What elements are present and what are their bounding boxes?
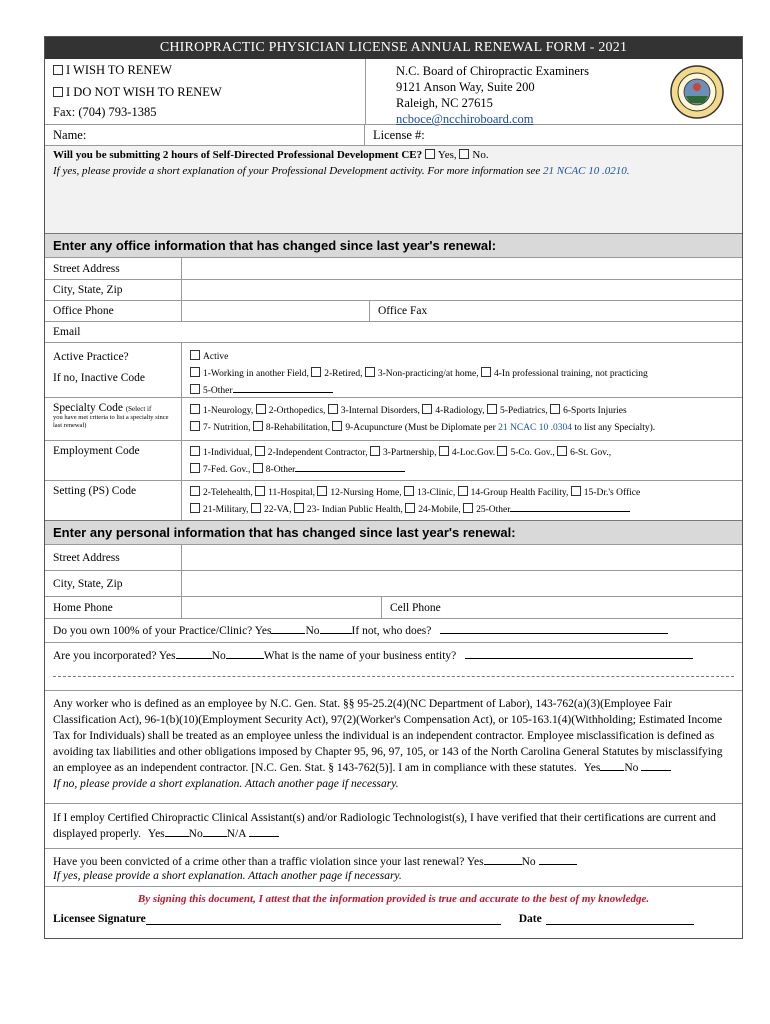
employment-2-checkbox[interactable]	[255, 446, 265, 456]
employment-3-label: 3-Partnership,	[382, 448, 437, 458]
office-phone-input[interactable]	[182, 301, 370, 321]
incorporated-question: Are you incorporated? Yes	[53, 650, 176, 662]
setting-22-checkbox[interactable]	[251, 503, 261, 513]
specialty-4-label: 4-Radiology,	[435, 406, 485, 416]
incorporated-row	[45, 642, 742, 690]
board-email-link[interactable]: ncboce@ncchiroboard.com	[396, 112, 534, 126]
inactive-5-checkbox[interactable]	[190, 384, 200, 394]
setting-2-label: 2-Telehealth,	[203, 488, 253, 498]
active-checkbox[interactable]	[190, 350, 200, 360]
setting-label: Setting (PS) Code	[45, 481, 182, 520]
setting-row	[45, 480, 742, 520]
specialty-criteria-note: you have met criteria to list a specialty since last renewal)	[53, 414, 169, 429]
name-field[interactable]	[45, 125, 365, 145]
inactive-4-checkbox[interactable]	[481, 367, 491, 377]
specialty-1-checkbox[interactable]	[190, 404, 200, 414]
employment-1-label: 1-Individual,	[203, 448, 253, 458]
assistant-na-blank[interactable]	[249, 827, 279, 837]
specialty-8-checkbox[interactable]	[253, 421, 263, 431]
name-license-row	[45, 124, 742, 145]
office-street-label: Street Address	[45, 258, 182, 279]
setting-15-checkbox[interactable]	[571, 486, 581, 496]
home-phone-row	[45, 596, 742, 618]
board-address-line2: Raleigh, NC 27615	[396, 96, 493, 110]
active-label: Active	[203, 352, 229, 362]
personal-street-label: Street Address	[45, 545, 182, 570]
home-phone-label: Home Phone	[45, 597, 182, 618]
setting-23-label: 23- Indian Public Health,	[306, 505, 403, 515]
business-name-blank[interactable]	[465, 649, 693, 659]
renew-label: I WISH TO RENEW	[66, 63, 172, 77]
name-label: Name:	[53, 128, 87, 142]
specialty-3-checkbox[interactable]	[328, 404, 338, 414]
specialty-row	[45, 397, 742, 440]
worker-note: If no, please provide a short explanation. Attach another page if necessary.	[53, 778, 399, 790]
setting-13-checkbox[interactable]	[404, 486, 414, 496]
specialty-2-checkbox[interactable]	[256, 404, 266, 414]
employment-4-label: 4-Loc.Gov.	[451, 448, 496, 458]
incorporated-yes-blank[interactable]	[176, 649, 212, 659]
worker-no-blank[interactable]	[641, 761, 671, 771]
ce-question: Will you be submitting 2 hours of Self-Directed Professional Development CE?	[53, 149, 423, 161]
date-line[interactable]	[546, 913, 694, 925]
assistant-yes-blank[interactable]	[165, 827, 189, 837]
setting-23-checkbox[interactable]	[294, 503, 304, 513]
assistant-yes-label: Yes	[147, 828, 165, 840]
ce-yes-checkbox[interactable]	[425, 149, 435, 159]
setting-22-label: 22-VA,	[263, 505, 292, 515]
inactive-4-label: 4-In professional training, not practicing	[494, 369, 648, 379]
specialty-4-checkbox[interactable]	[422, 404, 432, 414]
specialty-7-checkbox[interactable]	[190, 421, 200, 431]
setting-11-label: 11-Hospital,	[268, 488, 315, 498]
setting-other-blank[interactable]	[510, 502, 630, 512]
ownership-who-label: If not, who does?	[351, 625, 432, 637]
not-renew-checkbox[interactable]	[53, 87, 63, 97]
form-title: CHIROPRACTIC PHYSICIAN LICENSE ANNUAL RENEWAL FORM - 2021	[45, 37, 742, 59]
ce-ref-link[interactable]: 21 NCAC 10 .0210.	[543, 165, 630, 177]
employment-other-blank[interactable]	[295, 462, 405, 472]
setting-15-label: 15-Dr.'s Office	[583, 488, 641, 498]
setting-21-label: 21-Military,	[203, 505, 249, 515]
ownership-row	[45, 618, 742, 642]
employment-1-checkbox[interactable]	[190, 446, 200, 456]
inactive-3-label: 3-Non-practicing/at home,	[377, 369, 479, 379]
home-phone-input[interactable]	[182, 597, 382, 618]
ownership-no-label: No	[305, 625, 320, 637]
ownership-no-blank[interactable]	[320, 624, 352, 634]
personal-heading: Enter any personal information that has changed since last year's renewal:	[45, 520, 742, 544]
ce-yes-label: Yes,	[437, 149, 457, 161]
specialty-select-note: (Select if	[125, 405, 152, 413]
office-heading: Enter any office information that has changed since last year's renewal:	[45, 233, 742, 257]
office-city-input[interactable]	[182, 280, 742, 300]
crime-no-label: No	[521, 856, 536, 868]
ce-section	[45, 145, 742, 233]
specialty-5-label: 5-Pediatrics,	[499, 406, 548, 416]
worker-yes-label: Yes	[583, 762, 601, 774]
inactive-other-blank[interactable]	[233, 383, 333, 393]
setting-25-checkbox[interactable]	[463, 503, 473, 513]
employment-label: Employment Code	[45, 441, 182, 480]
crime-section	[45, 848, 742, 886]
date-label: Date	[518, 913, 542, 925]
crime-yes-label: Yes	[466, 856, 484, 868]
ownership-who-blank[interactable]	[440, 624, 668, 634]
setting-14-checkbox[interactable]	[458, 486, 468, 496]
office-street-input[interactable]	[182, 258, 742, 279]
office-phone-row	[45, 300, 742, 321]
worker-section	[45, 690, 742, 803]
inactive-1-label: 1-Working in another Field,	[203, 369, 309, 379]
employment-5-label: 5-Co. Gov.,	[510, 448, 555, 458]
inactive-2-label: 2-Retired,	[324, 369, 363, 379]
specialty-1-label: 1-Neurology,	[203, 406, 254, 416]
board-name: N.C. Board of Chiropractic Examiners	[396, 64, 590, 78]
specialty-6-checkbox[interactable]	[550, 404, 560, 414]
employment-7-checkbox[interactable]	[190, 463, 200, 473]
assistant-no-label: No	[188, 828, 203, 840]
crime-no-blank[interactable]	[539, 855, 577, 865]
board-address	[365, 59, 652, 124]
crime-question: Have you been convicted of a crime other than a traffic violation since your last renewal?	[53, 856, 465, 868]
inactive-5-label: 5-Other	[203, 386, 233, 396]
setting-12-label: 12-Nursing Home,	[330, 488, 402, 498]
setting-24-checkbox[interactable]	[405, 503, 415, 513]
specialty-ref-link[interactable]: 21 NCAC 10 .0304	[498, 423, 573, 433]
personal-street-row	[45, 544, 742, 570]
active-practice-label: Active Practice?	[53, 351, 129, 363]
header-block	[45, 59, 742, 124]
business-name-line[interactable]	[53, 669, 734, 677]
signature-label: Licensee Signature	[53, 913, 146, 925]
setting-14-label: 14-Group Health Facility,	[470, 488, 569, 498]
setting-13-label: 13-Clinic,	[416, 488, 456, 498]
ownership-question: Do you own 100% of your Practice/Clinic? Yes	[53, 625, 272, 637]
office-city-label: City, State, Zip	[45, 280, 182, 300]
ce-note: If yes, please provide a short explanation of your Professional Development activity. For more information see	[53, 165, 541, 177]
ce-no-checkbox[interactable]	[459, 149, 469, 159]
inactive-3-checkbox[interactable]	[365, 367, 375, 377]
specialty-9-checkbox[interactable]	[332, 421, 342, 431]
employment-2-label: 2-Independent Contractor,	[267, 448, 368, 458]
employment-5-checkbox[interactable]	[497, 446, 507, 456]
assistant-na-label: N/A	[226, 828, 246, 840]
employment-8-checkbox[interactable]	[253, 463, 263, 473]
board-fax: Fax: (704) 793-1385	[53, 105, 157, 119]
attestation-text: By signing this document, I attest that the information provided is true and accurate to the best of my knowledge.	[137, 893, 650, 905]
renew-options	[45, 59, 365, 124]
office-fax-label[interactable]: Office Fax	[378, 305, 428, 317]
specialty-3-label: 3-Internal Disorders,	[340, 406, 420, 416]
specialty-6-label: 6-Sports Injuries	[563, 406, 627, 416]
office-phone-label: Office Phone	[45, 301, 182, 321]
worker-no-label: No	[624, 762, 639, 774]
business-name-label: What is the name of your business entity?	[263, 650, 457, 662]
inactive-code-label: If no, Inactive Code	[53, 372, 145, 384]
incorporated-no-blank[interactable]	[226, 649, 264, 659]
setting-24-label: 24-Mobile,	[418, 505, 461, 515]
assistant-text: If I employ Certified Chiropractic Clinical Assistant(s) and/or Radiologic Technologist(s), I have verified that their certifications are current and displayed properly.	[53, 812, 716, 840]
employment-row	[45, 440, 742, 480]
license-label: License #:	[373, 128, 425, 142]
employment-4-checkbox[interactable]	[439, 446, 449, 456]
employment-8-label: 8-Other	[265, 465, 296, 475]
active-practice-row	[45, 342, 742, 397]
employment-7-label: 7-Fed. Gov.,	[203, 465, 251, 475]
incorporated-no-label: No	[211, 650, 226, 662]
specialty-9-label: 9-Acupuncture (Must be Diplomate per	[345, 423, 496, 433]
attestation-section	[45, 886, 742, 938]
specialty-2-label: 2-Orthopedics,	[268, 406, 326, 416]
renew-checkbox[interactable]	[53, 65, 63, 75]
crime-note: If yes, please provide a short explanation. Attach another page if necessary.	[53, 870, 402, 882]
personal-city-row	[45, 570, 742, 596]
assistant-no-blank[interactable]	[203, 827, 227, 837]
worker-statute-text: Any worker who is defined as an employee by N.C. Gen. Stat. §§ 95-25.2(4)(NC Department of Labor), 143-762(a)(3)(Employee Fair Classification Act), 96-1(b)(10)(Employment Security Act), 97(2)(Worker's Compensation Act), or 105-163.1(4)(Withholding; Estimated Income Tax for Individuals) shall be treated as an employee unless the individual is an independent contractor. Employee misclassification is defined as avoiding tax liabilities and other obligations imposed by Chapter 95, 96, 97, 105, or 143 of the North Carolina General Statutes by misclassifying an employee as an independent contractor. [N.C. Gen. Stat. § 143-762(5)]. I am in compliance with these statutes.	[53, 698, 723, 774]
employment-6-checkbox[interactable]	[557, 446, 567, 456]
board-seal	[652, 59, 742, 124]
setting-25-label: 25-Other	[476, 505, 511, 515]
specialty-7-label: 7- Nutrition,	[203, 423, 251, 433]
setting-12-checkbox[interactable]	[317, 486, 327, 496]
seal-icon	[670, 65, 724, 119]
inactive-1-checkbox[interactable]	[190, 367, 200, 377]
specialty-8-label: 8-Rehabilitation,	[265, 423, 330, 433]
office-city-row	[45, 279, 742, 300]
setting-21-checkbox[interactable]	[190, 503, 200, 513]
ownership-yes-blank[interactable]	[271, 624, 305, 634]
not-renew-label: I DO NOT WISH TO RENEW	[66, 85, 222, 99]
setting-2-checkbox[interactable]	[190, 486, 200, 496]
specialty-5-checkbox[interactable]	[487, 404, 497, 414]
board-address-line1: 9121 Anson Way, Suite 200	[396, 80, 535, 94]
personal-street-input[interactable]	[182, 545, 742, 570]
ce-no-label: No.	[472, 149, 489, 161]
specialty-end-text: to list any Specialty).	[574, 423, 656, 433]
personal-city-label: City, State, Zip	[45, 571, 182, 596]
office-street-row	[45, 257, 742, 279]
license-field[interactable]	[365, 125, 742, 145]
signature-line[interactable]	[146, 913, 501, 925]
employment-6-label: 6-St. Gov.,	[570, 448, 612, 458]
setting-11-checkbox[interactable]	[255, 486, 265, 496]
assistant-section	[45, 803, 742, 848]
worker-yes-blank[interactable]	[600, 761, 624, 771]
personal-city-input[interactable]	[182, 571, 742, 596]
specialty-label: Specialty Code	[53, 402, 123, 414]
renewal-form	[44, 36, 743, 939]
employment-3-checkbox[interactable]	[370, 446, 380, 456]
cell-phone-label[interactable]: Cell Phone	[390, 602, 441, 614]
inactive-2-checkbox[interactable]	[311, 367, 321, 377]
office-email-label[interactable]: Email	[53, 326, 81, 338]
crime-yes-blank[interactable]	[484, 855, 522, 865]
office-email-row	[45, 321, 742, 342]
